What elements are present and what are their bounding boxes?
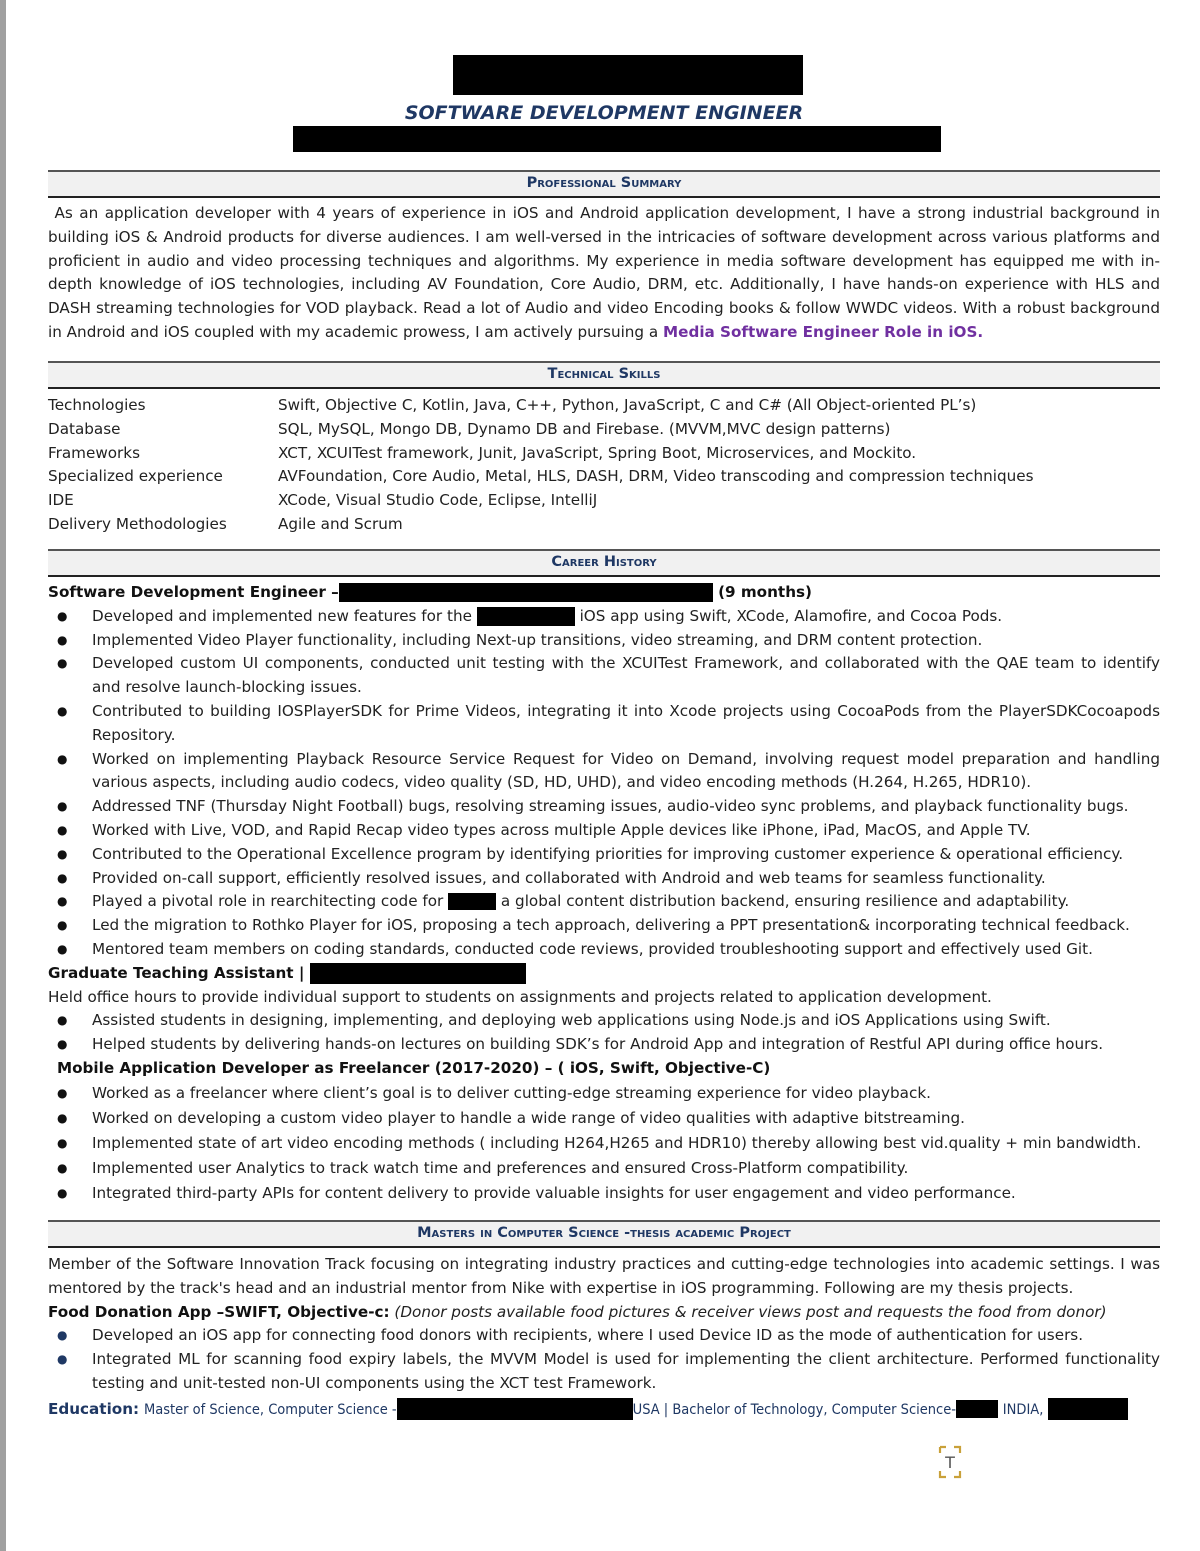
- list-item: ● Implemented state of art video encoding methods ( including H264,H265 and HDR10) thereby allowing best vid.quality + min bandwidth.: [48, 1131, 1160, 1156]
- list-item: ● Worked as a freelancer where client’s goal is to deliver cutting-edge streaming experience for video playback.: [48, 1081, 1160, 1106]
- redacted-university: [310, 963, 526, 984]
- skill-row: [48, 442, 1160, 466]
- redacted-name: [453, 55, 803, 95]
- career-history: [48, 581, 1160, 1206]
- job-title-sde: [48, 581, 1160, 605]
- skill-label: Frameworks: [48, 443, 140, 462]
- list-item: ● Worked on implementing Playback Resource Service Request for Video on Demand, involving request model preparation and handling various aspects, including audio codecs, video quality (SD, HD, UHD), and video encoding methods (H.264, H.265, HDR10).: [48, 748, 1160, 796]
- project-title: Food Donation App –SWIFT, Objective-c:: [48, 1302, 390, 1321]
- list-item: ● Implemented Video Player functionality, including Next-up transitions, video streaming, and DRM content protection.: [48, 629, 1160, 653]
- education-master: Master of Science, Computer Science -: [143, 1401, 397, 1418]
- skill-value: XCode, Visual Studio Code, Eclipse, IntelliJ: [278, 491, 598, 510]
- list-item: ● Worked with Live, VOD, and Rapid Recap video types across multiple Apple devices like iPhone, iPad, MacOS, and Apple TV.: [48, 819, 1160, 843]
- bullet-text: Played a pivotal role in rearchitecting code for: [92, 892, 449, 911]
- list-item: ● Contributed to building IOSPlayerSDK for Prime Videos, integrating it into Xcode projects using CocoaPods from the PlayerSDKCocoapods Repository.: [48, 700, 1160, 748]
- list-item: ● Helped students by delivering hands-on lectures on building SDK’s for Android App and integration of Restful API during office hours.: [48, 1033, 1160, 1057]
- list-item: ● Provided on-call support, efficiently resolved issues, and collaborated with Android and web teams for seamless functionality.: [48, 867, 1160, 891]
- summary-highlight: Media Software Engineer Role in iOS.: [663, 322, 984, 341]
- skill-label: IDE: [48, 491, 74, 510]
- resume-title: SOFTWARE DEVELOPMENT ENGINEER: [404, 102, 804, 124]
- skill-row: [48, 489, 1160, 513]
- job-title-ta: [48, 962, 1160, 986]
- project-line: [48, 1301, 1160, 1325]
- job2-intro: Held office hours to provide individual support to students on assignments and projects related to application development.: [48, 987, 992, 1006]
- skills-table: [48, 394, 1160, 537]
- education-label: Education:: [48, 1399, 140, 1418]
- skill-row: [48, 394, 1160, 418]
- project-description: (Donor posts available food pictures & receiver views post and requests the food from donor): [394, 1302, 1107, 1321]
- education-country: INDIA,: [1002, 1401, 1044, 1418]
- skill-row: [48, 513, 1160, 537]
- job-title-text: Graduate Teaching Assistant |: [48, 963, 305, 982]
- skill-row: [48, 465, 1160, 489]
- redacted-company: [448, 893, 496, 910]
- watermark-logo-icon: [938, 1445, 962, 1479]
- job-title-text: Software Development Engineer –: [48, 583, 339, 601]
- bullet-text: Developed and implemented new features for the: [92, 606, 477, 625]
- logo-letter: T: [945, 1453, 955, 1472]
- redacted-college: [956, 1400, 998, 1418]
- bullet-text: a global content distribution backend, ensuring resilience and adaptability.: [496, 892, 1070, 911]
- skill-value: Agile and Scrum: [278, 514, 403, 533]
- list-item: ● Addressed TNF (Thursday Night Football) bugs, resolving streaming issues, audio-video sync problems, and playback functionality bugs.: [48, 795, 1160, 819]
- job1-bullets: [48, 605, 1160, 962]
- section-header-skills: Technical Skills: [48, 361, 1160, 389]
- redacted-employer: [339, 583, 713, 602]
- education-bachelor: USA | Bachelor of Technology, Computer Science-: [632, 1401, 956, 1418]
- skill-label: Technologies: [48, 396, 146, 414]
- skill-value: AVFoundation, Core Audio, Metal, HLS, DASH, DRM, Video transcoding and compression techniques: [278, 467, 1034, 486]
- job3-bullets: [48, 1081, 1160, 1206]
- list-item: ● Developed custom UI components, conducted unit testing with the XCUITest Framework, and collaborated with the QAE team to identify and resolve launch-blocking issues.: [48, 652, 1160, 700]
- skill-label: Delivery Methodologies: [48, 514, 227, 533]
- section-header-summary: Professional Summary: [48, 170, 1160, 198]
- page-edge: [0, 0, 6, 1551]
- section-header-masters: Masters in Computer Science -thesis academic Project: [48, 1220, 1160, 1248]
- list-item: [48, 890, 1160, 914]
- list-item: ● Integrated ML for scanning food expiry labels, the MVVM Model is used for implementing the client architecture. Performed functionality testing and unit-tested non-UI components using the XCT test Framework.: [48, 1348, 1160, 1396]
- skill-value: SQL, MySQL, Mongo DB, Dynamo DB and Firebase. (MVVM,MVC design patterns): [278, 419, 891, 438]
- redacted-contact: [293, 126, 941, 152]
- list-item: ● Assisted students in designing, implementing, and deploying web applications using Node.js and iOS Applications using Swift.: [48, 1009, 1160, 1033]
- skill-label: Database: [48, 419, 121, 438]
- summary-paragraph: [48, 202, 1160, 345]
- education-line: [48, 1398, 1160, 1423]
- redacted-app-name: [477, 607, 575, 626]
- masters-intro: Member of the Software Innovation Track focusing on integrating industry practices and cutting-edge technologies into academic settings. I was mentored by the track's head and an industrial mentor from Nike with expertise in iOS programming. Following are my thesis projects.: [48, 1255, 1160, 1297]
- skill-row: [48, 418, 1160, 442]
- section-header-career: Career History: [48, 549, 1160, 577]
- job-duration: (9 months): [718, 583, 812, 601]
- skill-value: XCT, XCUITest framework, Junit, JavaScript, Spring Boot, Microservices, and Mockito.: [278, 443, 917, 462]
- job2-bullets: [48, 1009, 1160, 1057]
- list-item: ● Integrated third-party APIs for content delivery to provide valuable insights for user engagement and video performance.: [48, 1181, 1160, 1206]
- summary-text: As an application developer with 4 years of experience in iOS and Android application development, I have a strong industrial background in building iOS & Android products for diverse audiences. I am well-versed in the intricacies of software development across various platforms and proficient in audio and video processing techniques and algorithms. My experience in media software development has equipped me with in-depth knowledge of iOS technologies, including AV Foundation, Core Audio, DRM, etc. Additionally, I have hands-on experience with HLS and DASH streaming technologies for VOD playback. Read a lot of Audio and video Encoding books & follow WWDC videos. With a robust background in Android and iOS coupled with my academic prowess, I am actively pursuing a: [48, 204, 1161, 341]
- skill-label: Specialized experience: [48, 467, 223, 486]
- list-item: [48, 605, 1160, 629]
- masters-section: [48, 1253, 1160, 1423]
- list-item: ● Developed an iOS app for connecting food donors with recipients, where I used Device ID as the mode of authentication for users.: [48, 1324, 1160, 1348]
- list-item: ● Led the migration to Rothko Player for iOS, proposing a tech approach, delivering a PPT presentation& incorporating technical feedback.: [48, 914, 1160, 938]
- list-item: ● Contributed to the Operational Excellence program by identifying priorities for improving customer experience & operational efficiency.: [48, 843, 1160, 867]
- project-bullets: [48, 1324, 1160, 1395]
- redacted-university-2: [397, 1398, 633, 1420]
- list-item: ● Mentored team members on coding standards, conducted code reviews, provided troubleshooting support and effectively used Git.: [48, 938, 1160, 962]
- list-item: ● Implemented user Analytics to track watch time and preferences and ensured Cross-Platform compatibility.: [48, 1156, 1160, 1181]
- skill-value: Swift, Objective C, Kotlin, Java, C++, Python, JavaScript, C and C# (All Object-oriented PL’s): [278, 396, 977, 414]
- redacted-year: [1048, 1398, 1128, 1420]
- list-item: ● Worked on developing a custom video player to handle a wide range of video qualities with adaptive bitstreaming.: [48, 1106, 1160, 1131]
- bullet-text: iOS app using Swift, XCode, Alamofire, and Cocoa Pods.: [574, 606, 1003, 625]
- job-title-freelancer: Mobile Application Developer as Freelancer (2017-2020) – ( iOS, Swift, Objective-C): [57, 1058, 771, 1077]
